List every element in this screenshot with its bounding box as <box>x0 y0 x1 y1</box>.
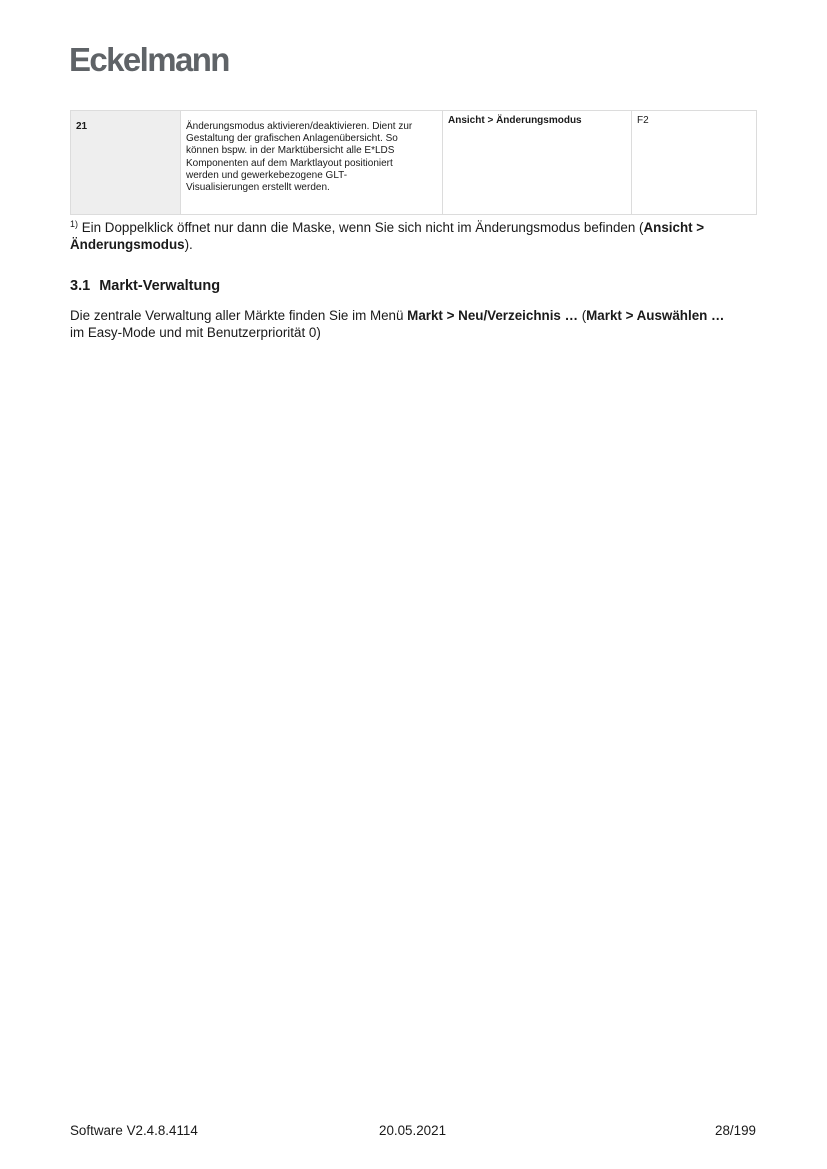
section-title: Markt-Verwaltung <box>99 278 221 294</box>
footer-version: Software V2.4.8.4114 <box>70 1123 198 1138</box>
paragraph-text: ( <box>577 308 587 323</box>
paragraph-text: Die zentrale Verwaltung aller Märkte finden Sie im Menü <box>70 308 408 323</box>
footnote-bold-menu: Ansicht > <box>643 220 705 235</box>
footer-date: 20.05.2021 <box>379 1123 447 1138</box>
section-heading <box>70 277 220 295</box>
footer-page-number: 28/199 <box>715 1123 756 1138</box>
section-number: 3.1 <box>70 278 91 294</box>
footnote <box>70 219 760 253</box>
table-row <box>71 111 757 215</box>
description-line: Gestaltung der grafischen Anlagenübersicht. So <box>186 133 398 145</box>
eckelmann-logo: Eckelmann <box>69 41 229 78</box>
footnote-text-end: ). <box>184 237 193 252</box>
command-table <box>70 110 757 215</box>
row-shortcut-cell: F2 <box>632 111 757 215</box>
section-paragraph <box>70 307 770 341</box>
description-line: können bspw. in der Marktübersicht alle E*LDS <box>186 145 395 157</box>
footnote-text: Ein Doppelklick öffnet nur dann die Maske, wenn Sie sich nicht im Änderungsmodus befinden ( <box>78 220 644 235</box>
description-line: werden und gewerkebezogene GLT- <box>186 169 348 181</box>
paragraph-menu-path: Markt > Neu/Verzeichnis … <box>407 308 578 323</box>
description-line: Visualisierungen erstellt werden. <box>186 182 330 194</box>
paragraph-menu-path: Markt > Auswählen … <box>586 308 725 323</box>
description-line: Komponenten auf dem Marktlayout positioniert <box>186 157 393 169</box>
row-number-cell: 21 <box>71 111 181 215</box>
description-line: Änderungsmodus aktivieren/deaktivieren. Dient zur <box>186 121 413 132</box>
footnote-bold-menu-cont: Änderungsmodus <box>70 237 185 252</box>
footnote-marker: 1) <box>70 219 79 229</box>
paragraph-text: im Easy-Mode und mit Benutzerpriorität 0) <box>70 325 321 340</box>
row-description-cell <box>181 111 443 215</box>
row-menu-path-cell: Ansicht > Änderungsmodus <box>443 111 632 215</box>
